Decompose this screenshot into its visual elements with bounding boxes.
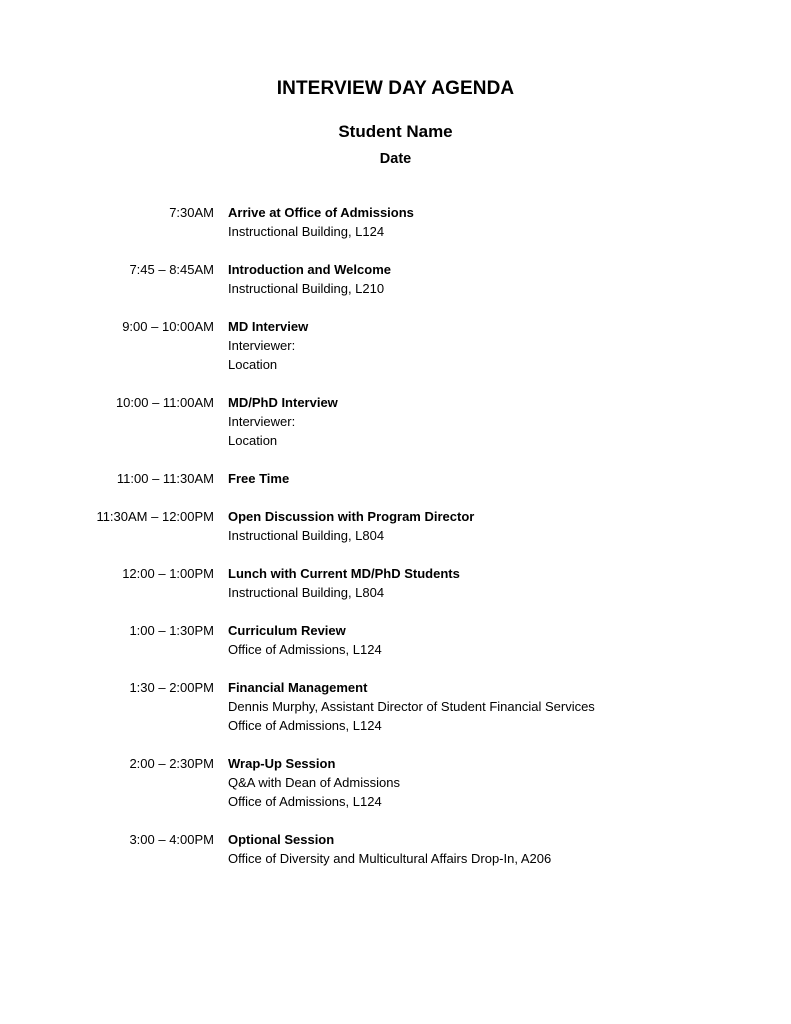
agenda-item bbox=[0, 469, 791, 488]
agenda-item bbox=[0, 678, 791, 735]
agenda-event-title: Introduction and Welcome bbox=[228, 262, 391, 277]
agenda-detail-line: Q&A with Dean of Admissions bbox=[228, 775, 400, 790]
agenda-detail-line: Instructional Building, L124 bbox=[228, 224, 385, 239]
agenda-detail-line: Interviewer: bbox=[228, 414, 296, 429]
agenda-item bbox=[0, 754, 791, 811]
agenda-time: 1:30 – 2:00PM bbox=[129, 680, 214, 695]
agenda-details bbox=[228, 317, 768, 374]
agenda-time: 11:00 – 11:30AM bbox=[116, 471, 214, 486]
agenda-detail-line: Instructional Building, L804 bbox=[228, 528, 385, 543]
agenda-event-title: Financial Management bbox=[228, 680, 368, 695]
agenda-date: Date bbox=[379, 151, 412, 167]
agenda-item bbox=[0, 260, 791, 298]
agenda-time: 11:30AM – 12:00PM bbox=[96, 509, 214, 524]
agenda-detail-line: Dennis Murphy, Assistant Director of Student Financial Services bbox=[228, 699, 595, 714]
agenda-time: 3:00 – 4:00PM bbox=[129, 832, 214, 847]
agenda-event-title: Wrap-Up Session bbox=[228, 756, 336, 771]
agenda-details bbox=[228, 203, 768, 241]
agenda-detail-line: Office of Admissions, L124 bbox=[228, 718, 382, 733]
agenda-item bbox=[0, 621, 791, 659]
agenda-item bbox=[0, 203, 791, 241]
agenda-details bbox=[228, 564, 768, 602]
agenda-detail-line: Location bbox=[228, 357, 278, 372]
agenda-event-title: Curriculum Review bbox=[228, 623, 346, 638]
agenda-event-title: Lunch with Current MD/PhD Students bbox=[228, 566, 460, 581]
agenda-item bbox=[0, 317, 791, 374]
agenda-event-title: Free Time bbox=[228, 471, 290, 486]
agenda-details bbox=[228, 469, 768, 488]
agenda-time: 2:00 – 2:30PM bbox=[129, 756, 214, 771]
agenda-time: 1:00 – 1:30PM bbox=[129, 623, 214, 638]
agenda-time: 12:00 – 1:00PM bbox=[122, 566, 214, 581]
agenda-detail-line: Office of Admissions, L124 bbox=[228, 794, 382, 809]
agenda-event-title: Arrive at Office of Admissions bbox=[228, 205, 414, 220]
agenda-event-title: Open Discussion with Program Director bbox=[228, 509, 475, 524]
agenda-detail-line: Office of Admissions, L124 bbox=[228, 642, 382, 657]
agenda-time: 9:00 – 10:00AM bbox=[122, 319, 214, 334]
agenda-time: 10:00 – 11:00AM bbox=[115, 395, 214, 410]
agenda-detail-line: Instructional Building, L210 bbox=[228, 281, 385, 296]
agenda-item bbox=[0, 507, 791, 545]
agenda-details bbox=[228, 754, 768, 811]
agenda-details bbox=[228, 678, 768, 735]
student-name: Student Name bbox=[338, 122, 453, 141]
agenda-event-title: MD/PhD Interview bbox=[228, 395, 338, 410]
agenda-detail-line: Location bbox=[228, 433, 278, 448]
page-title: INTERVIEW DAY AGENDA bbox=[276, 78, 515, 99]
agenda-detail-line: Interviewer: bbox=[228, 338, 296, 353]
agenda-time: 7:45 – 8:45AM bbox=[129, 262, 214, 277]
agenda-item bbox=[0, 393, 791, 450]
agenda-details bbox=[228, 830, 768, 868]
agenda-event-title: MD Interview bbox=[228, 319, 309, 334]
agenda-detail-line: Instructional Building, L804 bbox=[228, 585, 385, 600]
agenda-item bbox=[0, 564, 791, 602]
agenda-list bbox=[0, 203, 791, 887]
agenda-details bbox=[228, 507, 768, 545]
agenda-details bbox=[228, 260, 768, 298]
agenda-event-title: Optional Session bbox=[228, 832, 335, 847]
agenda-time: 7:30AM bbox=[169, 205, 214, 220]
agenda-detail-line: Office of Diversity and Multicultural Affairs Drop-In, A206 bbox=[228, 851, 552, 866]
agenda-details bbox=[228, 621, 768, 659]
agenda-details bbox=[228, 393, 768, 450]
agenda-item bbox=[0, 830, 791, 868]
